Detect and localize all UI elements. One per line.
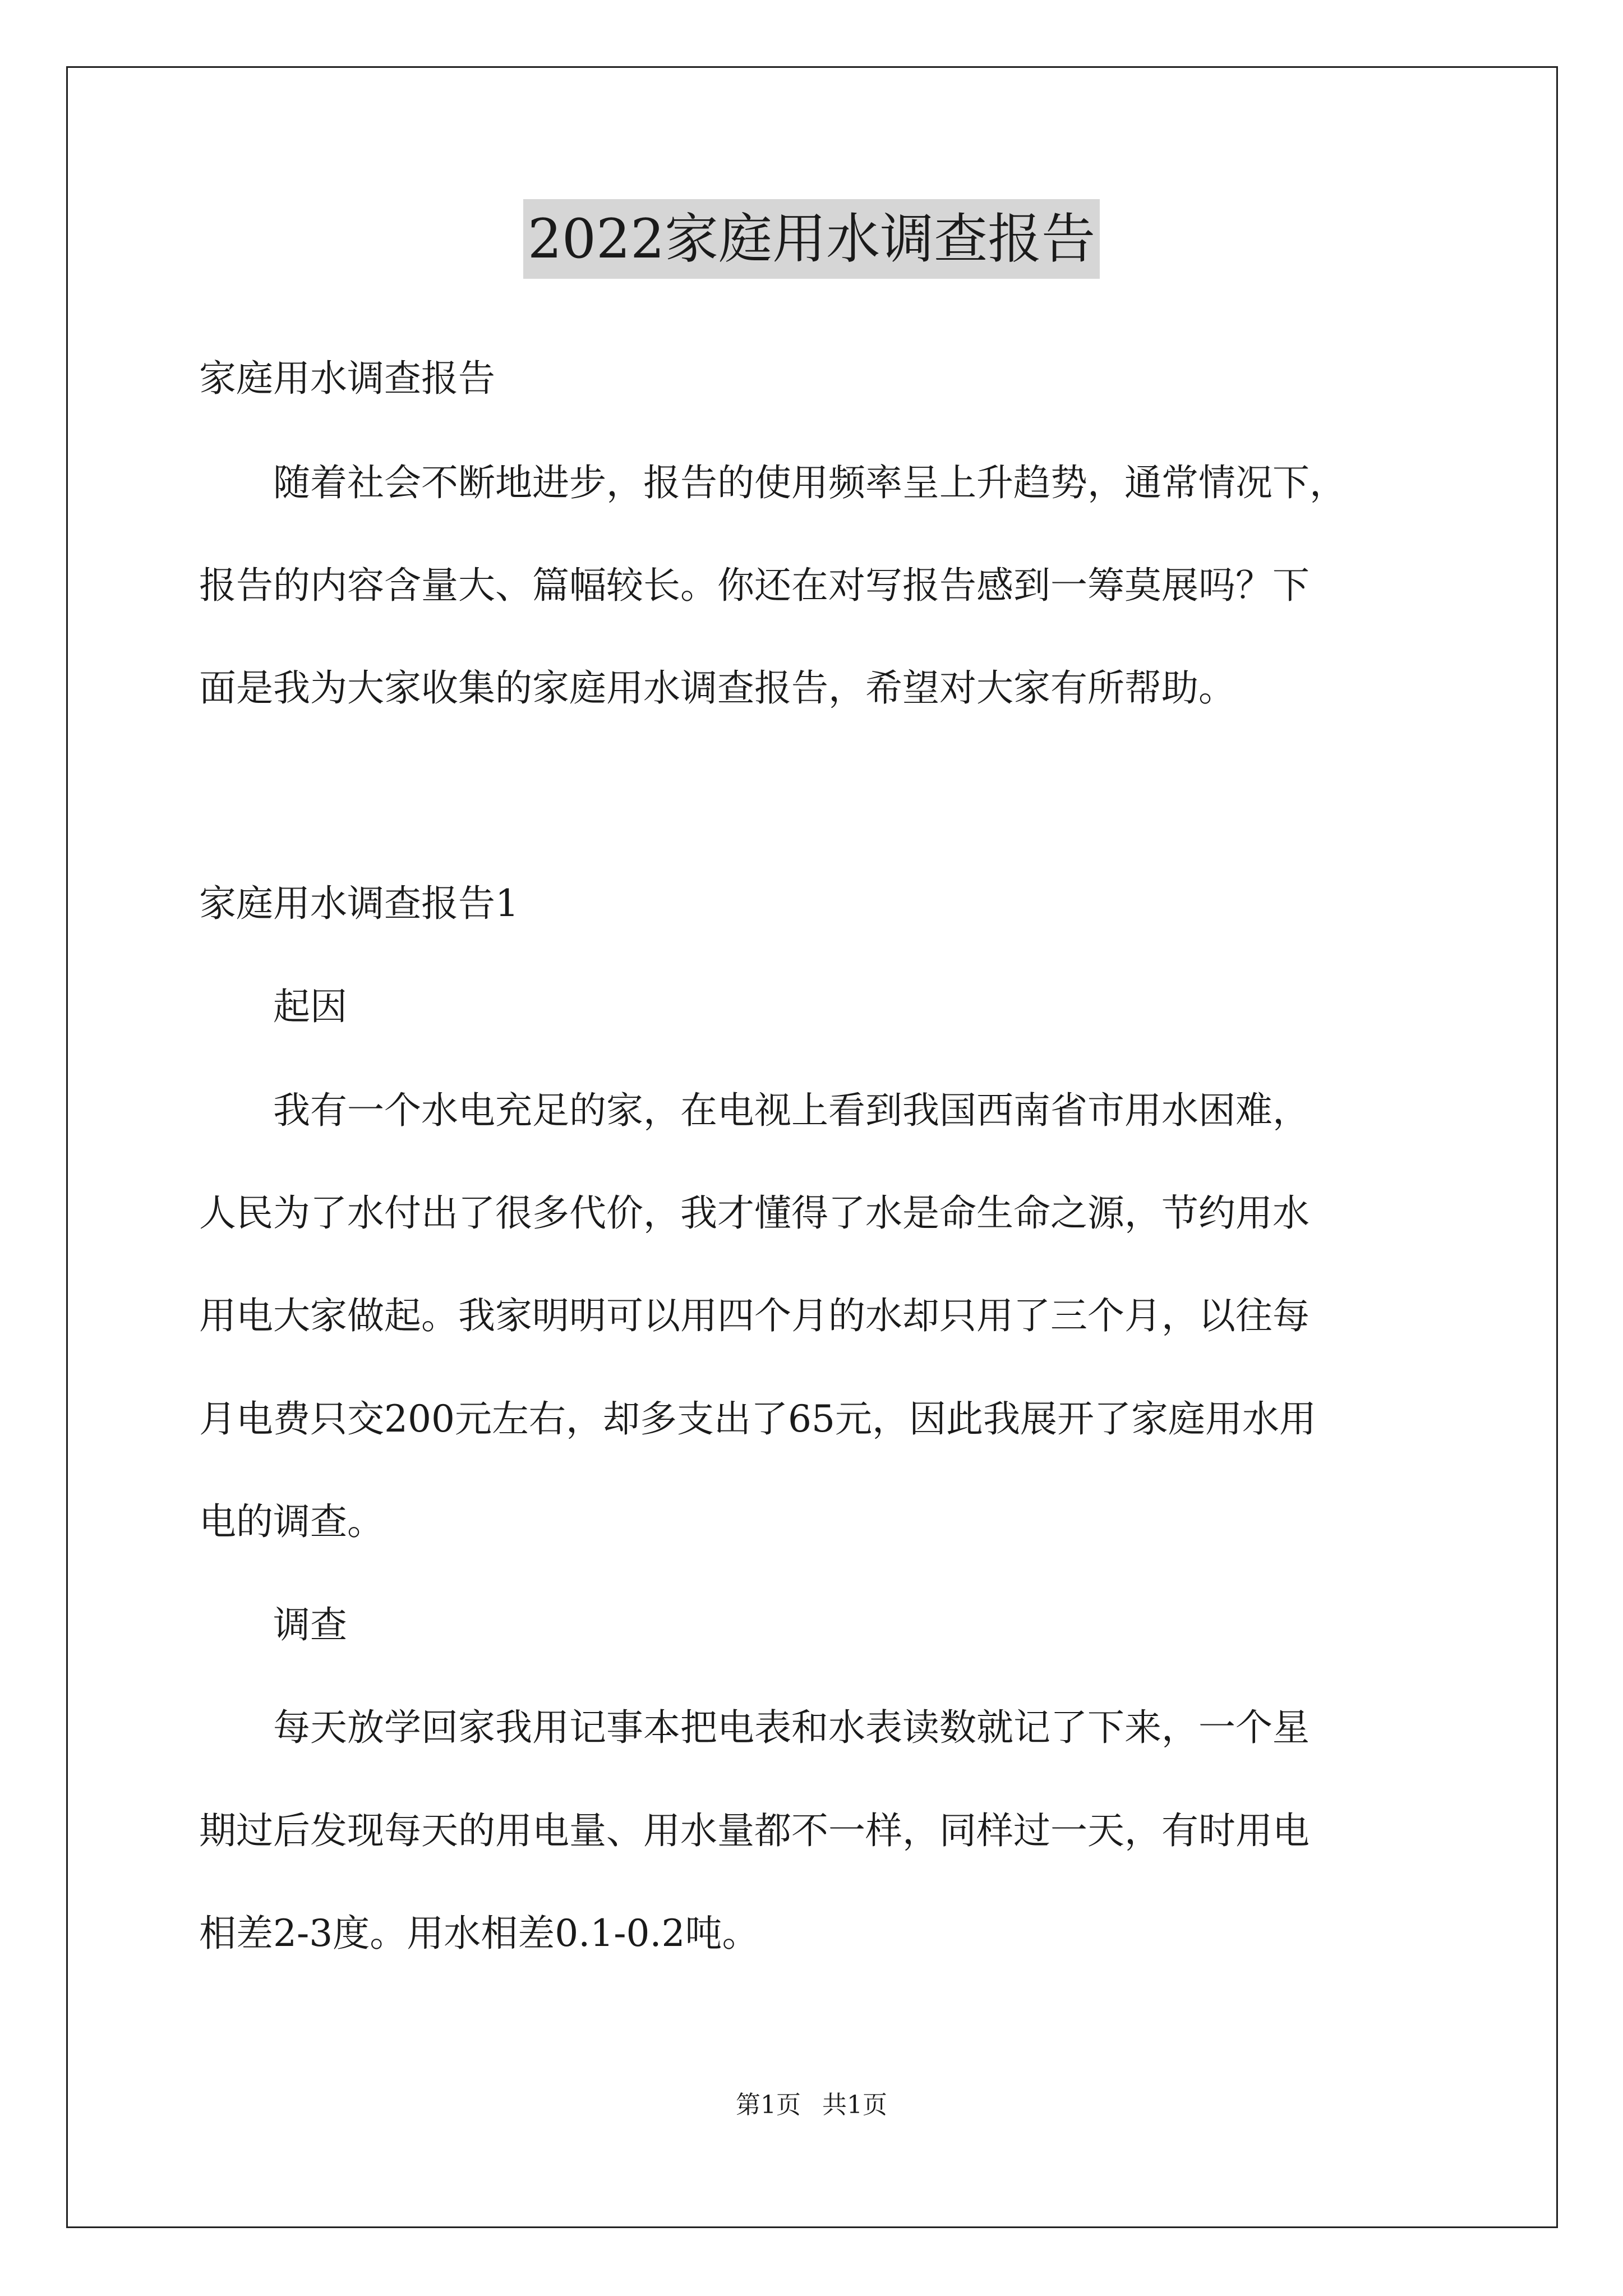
section-heading: 家庭用水调查报告 — [199, 357, 495, 400]
paragraph-line: 随着社会不断地进步，报告的使用频率呈上升趋势，通常情况下， — [199, 461, 1347, 504]
document-title: 2022家庭用水调查报告 — [523, 199, 1100, 279]
paragraph-line: 电的调查。 — [199, 1500, 384, 1543]
paragraph-line: 面是我为大家收集的家庭用水调查报告，希望对大家有所帮助。 — [199, 666, 1235, 710]
paragraph-line: 用电大家做起。我家明明可以用四个月的水却只用了三个月，以往每 — [199, 1294, 1310, 1337]
paragraph-line: 人民为了水付出了很多代价，我才懂得了水是命生命之源，节约用水 — [199, 1191, 1310, 1235]
paragraph-line: 报告的内容含量大、篇幅较长。你还在对写报告感到一筹莫展吗？下 — [199, 564, 1310, 607]
section-heading: 家庭用水调查报告1 — [199, 882, 519, 925]
paragraph-line: 期过后发现每天的用电量、用水量都不一样，同样过一天，有时用电 — [199, 1809, 1310, 1852]
paragraph-line: 月电费只交200元左右，却多支出了65元，因此我展开了家庭用水用 — [199, 1397, 1316, 1441]
paragraph-line: 相差2-3度。用水相差0.1-0.2吨。 — [199, 1912, 759, 1955]
paragraph-line: 我有一个水电充足的家，在电视上看到我国西南省市用水困难， — [199, 1089, 1310, 1132]
paragraph-line: 每天放学回家我用记事本把电表和水表读数就记了下来，一个星 — [199, 1706, 1310, 1749]
page-footer — [0, 2091, 1623, 2119]
page-total: 共1页 — [822, 2091, 887, 2119]
subheading: 调查 — [199, 1603, 347, 1646]
subheading: 起因 — [199, 985, 347, 1028]
page-number: 第1页 — [736, 2091, 801, 2119]
title-container — [0, 199, 1623, 279]
